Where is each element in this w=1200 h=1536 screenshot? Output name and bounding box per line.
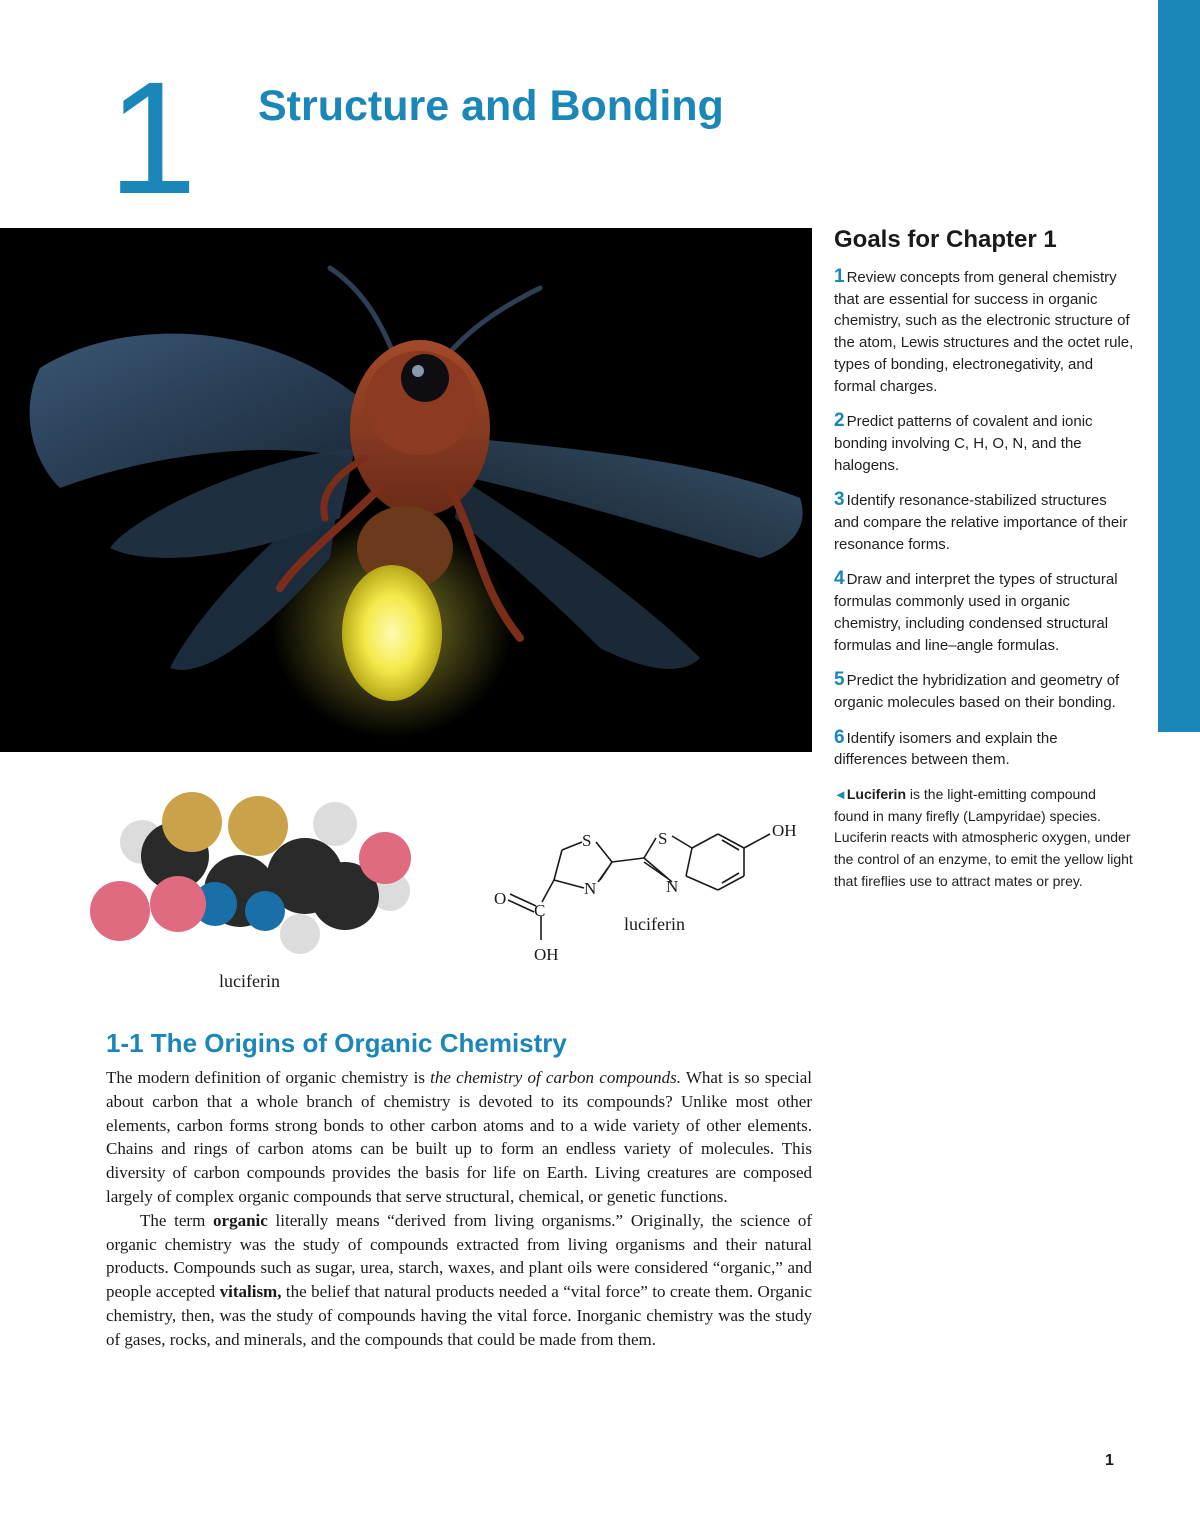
atom-label-s: S: [582, 831, 592, 850]
text-run: The term: [140, 1210, 214, 1230]
goal-text: Predict patterns of covalent and ionic bonding involving C, H, O, N, and the halogens.: [834, 413, 1093, 474]
hydrogen-atom: [280, 914, 320, 954]
atom-label-n: N: [584, 879, 597, 898]
chapter-title: Structure and Bonding: [258, 82, 724, 130]
goal-number: 4: [834, 568, 845, 590]
model-label: luciferin: [219, 971, 280, 991]
caption-text: is the light-emitting compound found in many firefly (Lampyridae) species. Luciferin reacts with atmospheric oxygen, under the control of an enzyme, to emit the yellow light that fireflies use to attract mates or prey.: [834, 786, 1133, 889]
goal-text: Review concepts from general chemistry that are essential for success in organic chemistry, such as the electronic structure of the atom, Lewis structures and the octet rule, types of bonding, electronegativity, and formal charges.: [834, 269, 1134, 395]
nitrogen-atom: [245, 891, 285, 931]
goal-item: [834, 669, 1134, 713]
goal-number: 6: [834, 726, 845, 748]
goal-number: 5: [834, 669, 845, 691]
text-run: literally means “derived from living organisms.” Originally, the science of organic chemistry was the study of compounds extracted from living organisms and their natural products. Compounds such as sugar, urea, starch, waxes, and plant oils were considered “organic,” and people accepted: [106, 1210, 812, 1302]
oxygen-atom: [90, 881, 150, 941]
sulfur-atom: [162, 792, 222, 852]
key-term: vitalism,: [219, 1282, 282, 1302]
text-run: The modern definition of organic chemistry is: [106, 1068, 431, 1087]
sulfur-atom: [228, 796, 288, 856]
chapter-goals: [834, 226, 1134, 893]
atom-label-n: N: [666, 877, 679, 896]
oxygen-atom: [359, 832, 411, 884]
atom-label-s: S: [658, 829, 668, 848]
caption-term: Luciferin: [846, 786, 906, 803]
body-text: [106, 1066, 812, 1352]
goal-number: 3: [834, 489, 845, 511]
goal-text: Identify isomers and explain the differences between them.: [834, 729, 1058, 769]
firefly-photo: [0, 228, 812, 752]
goal-text: Draw and interpret the types of structural formulas commonly used in organic chemistry, including condensed structural formulas and line–angle formulas.: [834, 571, 1118, 654]
key-term: organic: [213, 1210, 268, 1230]
goal-number: 2: [834, 410, 845, 432]
goals-heading: Goals for Chapter 1: [834, 226, 1057, 253]
luciferin-space-filling-model: [80, 786, 430, 956]
chapter-side-tab: [1158, 0, 1200, 732]
atom-label-oh: OH: [534, 945, 559, 964]
goal-item: [834, 727, 1134, 771]
goal-text: Predict the hybridization and geometry of organic molecules based on their bonding.: [834, 672, 1120, 711]
photo-caption: [834, 784, 1134, 893]
section-heading: 1-1 The Origins of Organic Chemistry: [106, 1028, 567, 1058]
hydrogen-atom: [313, 802, 357, 846]
goal-item: [834, 489, 1134, 555]
goal-item: [834, 410, 1134, 476]
goal-text: Identify resonance-stabilized structures and compare the relative importance of their resonance forms.: [834, 492, 1128, 553]
text-run: What is so special about carbon that a whole branch of chemistry is devoted to its compounds? Unlike most other elements, carbon forms strong bonds to other carbon atoms and to a wide variety of other elements. Chains and rings of carbon atoms can be built up to form an endless variety of molecules. This diversity of carbon compounds provides the basis for life on Earth. Living creatures are composed largely of complex organic compounds that serve structural, chemical, or genetic functions.: [106, 1068, 812, 1206]
goal-number: 1: [834, 266, 845, 287]
oxygen-atom: [150, 876, 206, 932]
atom-label-o: O: [494, 889, 507, 908]
goal-item: [834, 568, 1134, 656]
chapter-number: 1: [108, 48, 197, 227]
text-run: the belief that natural products needed a “vital force” to create them. Organic chemistry, then, was the study of compounds having the vital force. Inorganic chemistry was the study of gases, rocks, and minerals, and the compounds that could be made from them.: [106, 1282, 813, 1349]
caption-marker-icon: ◄: [834, 787, 847, 803]
page-number: 1: [1105, 1452, 1114, 1469]
goal-item: [834, 266, 1134, 397]
luciferin-structural-formula: [486, 800, 812, 978]
structure-label: luciferin: [624, 914, 685, 934]
firefly-illustration: [0, 228, 812, 752]
emphasis-text: the chemistry of carbon compounds.: [430, 1068, 681, 1087]
paragraph: [106, 1066, 812, 1209]
paragraph: [106, 1209, 812, 1352]
atom-label-c: C: [534, 901, 546, 920]
atom-label-oh: OH: [772, 821, 797, 840]
